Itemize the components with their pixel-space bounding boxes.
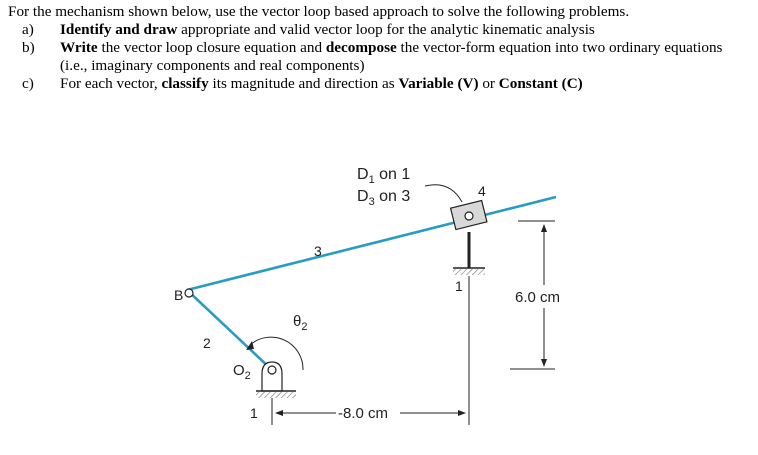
task-marker: a) bbox=[22, 21, 34, 38]
task-keyword: decompose bbox=[325, 39, 397, 56]
variable-keyword: Variable (V) bbox=[398, 75, 479, 92]
task-marker: c) bbox=[22, 75, 34, 92]
angle-label-theta2: $\theta_2$ bbox=[293, 313, 308, 333]
task-marker: b) bbox=[22, 39, 35, 56]
constant-keyword: Constant (C) bbox=[498, 75, 583, 92]
link-3-label: 3 bbox=[314, 243, 322, 259]
link-2-crank bbox=[187, 290, 272, 370]
task-body: the vector loop closure equation and bbox=[97, 39, 326, 56]
point-b-label: B bbox=[174, 287, 184, 303]
problem-intro: For the mechanism shown below, use the vector loop based approach to solve the following problems. bbox=[8, 3, 630, 20]
link-4-label: 4 bbox=[478, 183, 486, 199]
link-3 bbox=[187, 197, 556, 290]
task-keyword: classify bbox=[161, 75, 209, 92]
contact-label-d1: $D_1$ on 1 bbox=[357, 166, 411, 186]
height-dimension-label: 6.0 cm bbox=[515, 289, 561, 306]
leader-line bbox=[425, 185, 462, 202]
task-body: the vector-form equation into two ordinary equations (i.e., imaginary components and real components) bbox=[60, 39, 723, 74]
task-body: appropriate and valid vector loop for the analytic kinematic analysis bbox=[177, 21, 595, 38]
slider-block-4 bbox=[451, 200, 487, 229]
task-keyword: Write bbox=[60, 39, 98, 56]
ground-label-left: 1 bbox=[250, 405, 258, 421]
task-keyword: Identify and draw bbox=[60, 21, 178, 38]
horizontal-dimension-line bbox=[272, 276, 469, 425]
task-body: For each vector, bbox=[60, 75, 162, 92]
slider-post bbox=[453, 232, 485, 275]
contact-label-d3: $D_3$ on 3 bbox=[357, 188, 411, 208]
horizontal-dimension-label: -8.0 cm bbox=[338, 405, 389, 422]
pivot-label-o2: $O_2$ bbox=[233, 362, 251, 382]
task-body: or bbox=[478, 75, 499, 92]
ground-pivot-o2 bbox=[256, 362, 296, 398]
task-body: its magnitude and direction as bbox=[208, 75, 399, 92]
ground-label-right: 1 bbox=[455, 278, 463, 294]
link-2-label: 2 bbox=[203, 335, 211, 351]
pin-b bbox=[185, 289, 193, 297]
